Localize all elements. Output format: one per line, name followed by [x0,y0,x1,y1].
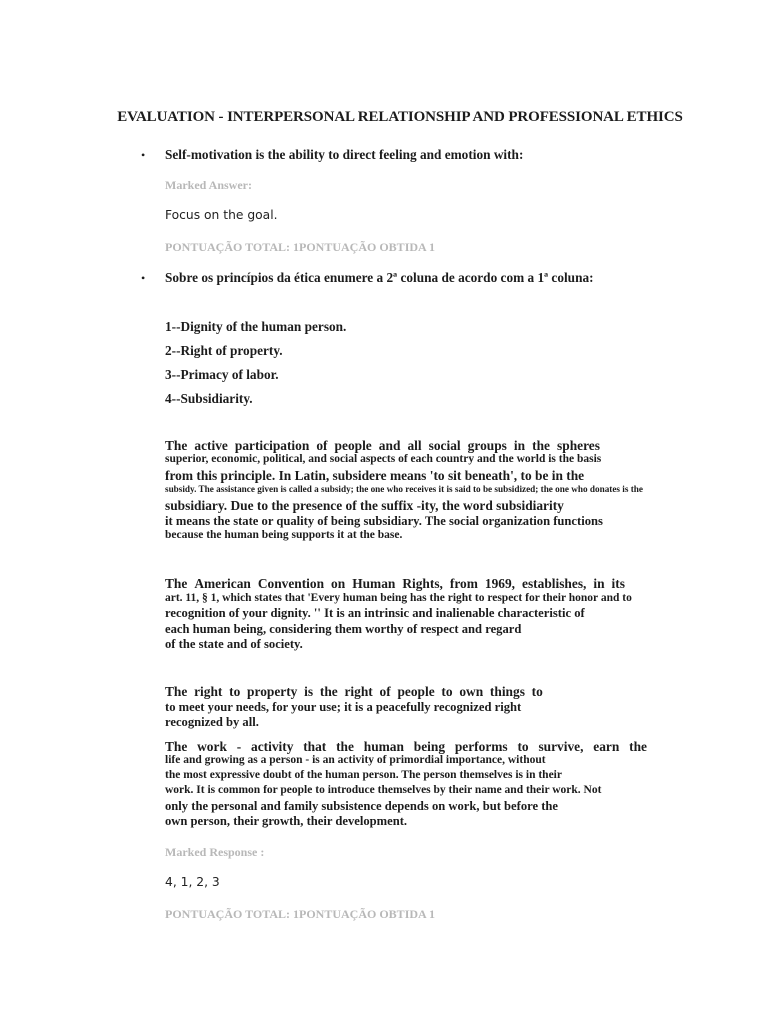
paragraph-3-line: to meet your needs, for your use; it is a peacefully recognized right [165,700,522,714]
paragraph-1-line: superior, economic, political, and social aspects of each country and the world is the basis [165,453,602,465]
question-2-marked-label: Marked Response : [165,845,265,859]
paragraph-1-line: it means the state or quality of being subsidiary. The social organization functions [165,514,603,528]
question-1-score: PONTUAÇÃO TOTAL: 1PONTUAÇÃO OBTIDA 1 [165,240,436,254]
bullet-icon: • [141,271,146,285]
paragraph-4-line: only the personal and family subsistence depends on work, but before the [165,799,559,813]
paragraph-4-line: work. It is common for people to introduce themselves by their name and their work. Not [165,784,602,796]
paragraph-4-line: The work - activity that the human being performs to survive, earn the [165,739,647,754]
question-2-answer: 4, 1, 2, 3 [165,875,220,889]
paragraph-3-line: The right to property is the right of people to own things to [165,684,543,699]
paragraph-1-line: because the human being supports it at the base. [165,529,403,541]
paragraph-1-line: subsidy. The assistance given is called a subsidy; the one who receives it is said to be subsidized; the one who donates is the [165,484,643,494]
paragraph-3-line: recognized by all. [165,715,259,729]
bullet-icon: • [141,148,146,162]
question-2-text: Sobre os princípios da ética enumere a 2ª coluna de acordo com a 1ª coluna: [165,270,594,285]
principle-item: 3--Primacy of labor. [165,367,279,382]
paragraph-1-line: subsidiary. Due to the presence of the suffix -ity, the word subsidiarity [165,498,564,513]
question-1-answer: Focus on the goal. [165,208,278,222]
paragraph-2-line: of the state and of society. [165,637,303,651]
principle-item: 4--Subsidiarity. [165,391,253,406]
paragraph-4-line: own person, their growth, their development. [165,814,408,828]
paragraph-2-line: art. 11, § 1, which states that 'Every human being has the right to respect for their honor and to [165,592,632,604]
question-1-marked-label: Marked Answer: [165,178,252,192]
paragraph-2-line: recognition of your dignity. '' It is an intrinsic and inalienable characteristic of [165,606,585,620]
paragraph-2-line: The American Convention on Human Rights, from 1969, establishes, in its [165,576,625,591]
paragraph-1-line: The active participation of people and all social groups in the spheres [165,438,600,453]
paragraph-4-line: the most expressive doubt of the human person. The person themselves is in their [165,769,562,781]
document-title: EVALUATION - INTERPERSONAL RELATIONSHIP AND PROFESSIONAL ETHICS [117,109,683,125]
paragraph-2-line: each human being, considering them worthy of respect and regard [165,622,522,636]
question-2-score: PONTUAÇÃO TOTAL: 1PONTUAÇÃO OBTIDA 1 [165,907,436,921]
principle-item: 2--Right of property. [165,343,283,358]
paragraph-1-line: from this principle. In Latin, subsidere means 'to sit beneath', to be in the [165,468,585,483]
paragraph-4-line: life and growing as a person - is an activity of primordial importance, without [165,754,546,766]
principle-item: 1--Dignity of the human person. [165,319,347,334]
question-1-text: Self-motivation is the ability to direct feeling and emotion with: [165,147,524,162]
